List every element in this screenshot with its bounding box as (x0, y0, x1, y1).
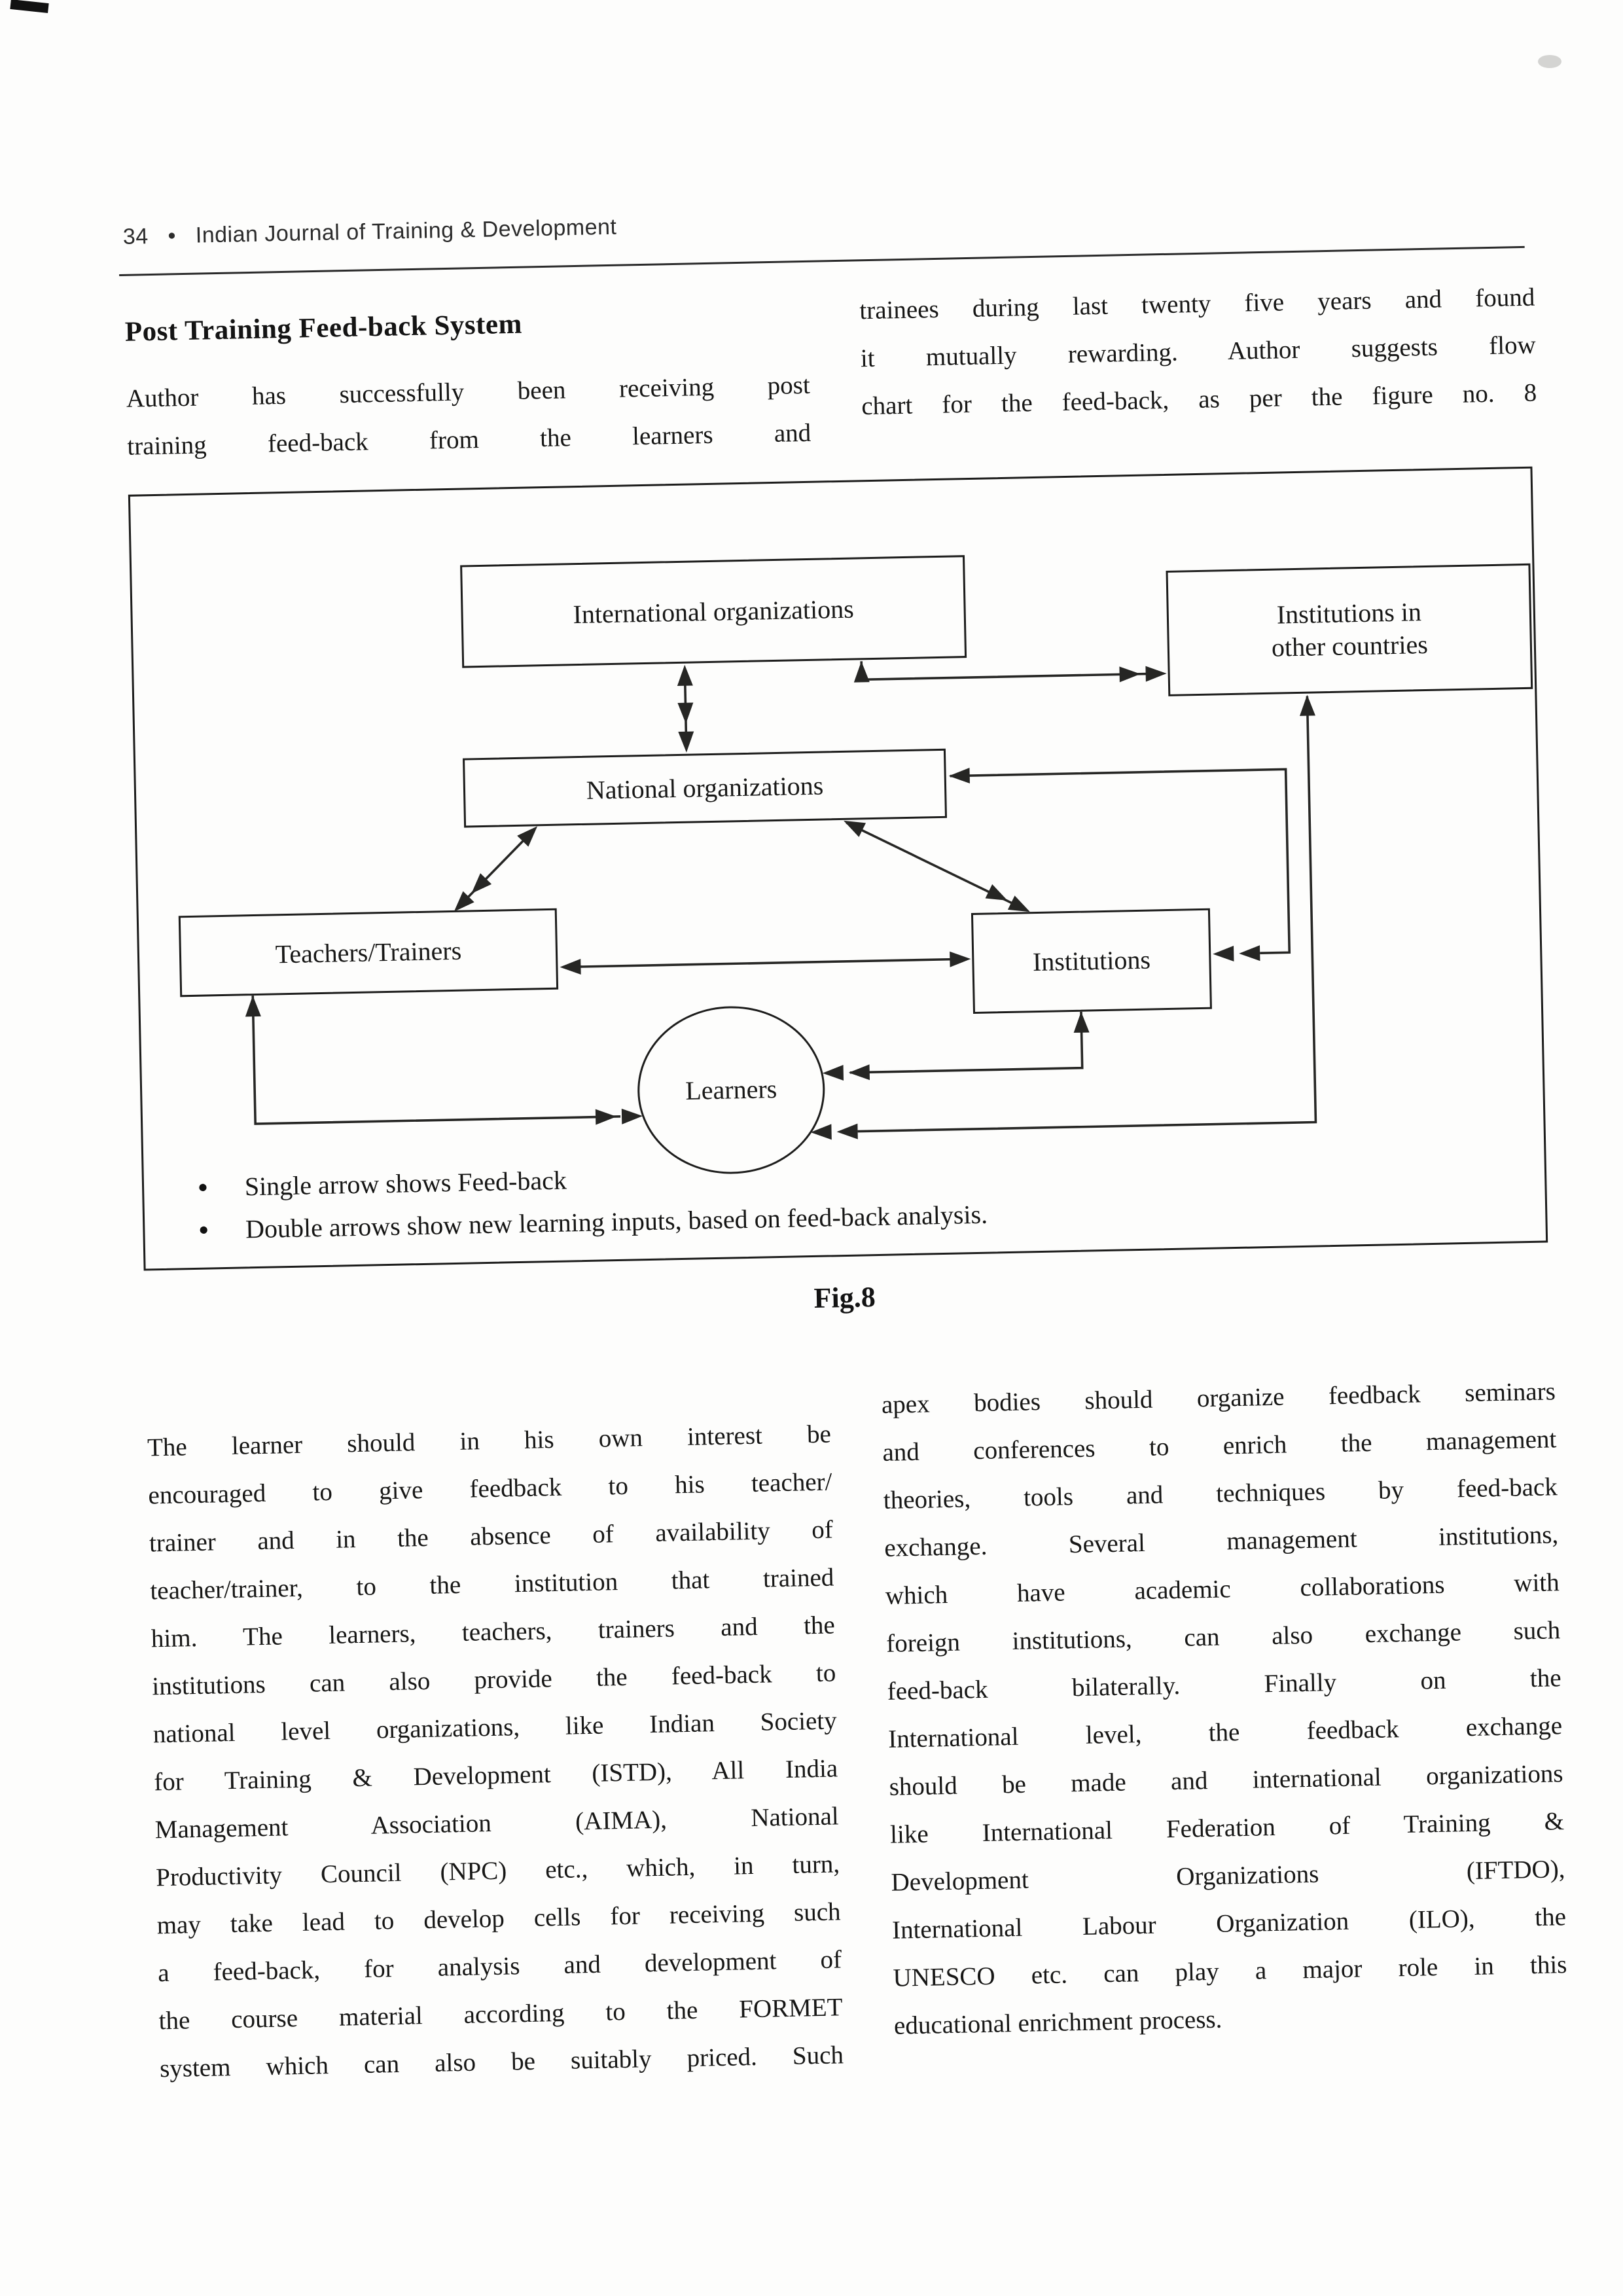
journal-title: Indian Journal of Training & Development (195, 214, 617, 248)
text-line: like International Federation of Training & (889, 1807, 1565, 1849)
section-heading: Post Training Feed-back System (124, 308, 523, 348)
legend-item (198, 1199, 988, 1246)
legend-bullet-icon: ● (198, 1219, 209, 1239)
node-learners: Learners (636, 1005, 827, 1176)
text-line: the course material according to the FORMET (158, 1993, 843, 2036)
text-line: and conferences to enrich the management (882, 1425, 1557, 1467)
node-teachers-trainers: Teachers/Trainers (179, 908, 558, 997)
text-line: which have academic collaborations with (885, 1568, 1560, 1610)
intro-left-column (126, 361, 812, 471)
text-line: chart for the feed-back, as per the figure no. 8 (861, 378, 1537, 421)
text-line: trainees during last twenty five years and found (859, 283, 1535, 325)
text-line: should be made and international organizations (889, 1759, 1563, 1801)
text-line: Development Organizations (IFTDO), (891, 1855, 1565, 1897)
text-line: trainer and in the absence of availability of (149, 1515, 834, 1558)
legend-text: Single arrow shows Feed-back (244, 1165, 567, 1202)
text-line: UNESCO etc. can play a major role in this (893, 1950, 1567, 1992)
text-line: feed-back bilaterally. Finally on the (887, 1664, 1561, 1706)
legend-text: Double arrows show new learning inputs, based on feed-back analysis. (245, 1199, 988, 1244)
text-line: International level, the feedback exchange (887, 1712, 1563, 1753)
binding-marks (1544, 0, 1623, 2296)
body-left-column (147, 1410, 844, 2093)
text-line: apex bodies should organize feedback seminars (881, 1377, 1556, 1419)
text-line: Management Association (AIMA), National (154, 1802, 840, 1844)
figure-caption: Fig.8 (813, 1281, 876, 1314)
text-line: him. The learners, teachers, trainers and the (151, 1611, 836, 1653)
text-line: encouraged to give feedback to his teacher/ (148, 1467, 832, 1510)
header-rule (119, 246, 1525, 276)
body-right-column (881, 1367, 1568, 2049)
text-line: exchange. Several management institutions, (883, 1520, 1559, 1562)
node-label-line: other countries (1271, 629, 1429, 662)
text-line: training feed-back from the learners and (126, 418, 812, 461)
page-number: 34 (122, 224, 149, 249)
node-institutions: Institutions (971, 908, 1212, 1014)
text-line: a feed-back, for analysis and development of (157, 1945, 842, 1988)
scan-corner-artifact (10, 0, 48, 13)
node-institutions-other-countries (1166, 564, 1533, 696)
text-line: Author has successfully been receiving post (126, 370, 811, 413)
text-line: Productivity Council (NPC) etc., which, in turn, (155, 1850, 840, 1892)
text-line: system which can also be suitably priced. Such (159, 2041, 844, 2083)
node-national-organizations: National organizations (463, 749, 947, 828)
node-international-organizations: International organizations (460, 555, 967, 668)
text-line: institutions can also provide the feed-back to (151, 1659, 836, 1701)
figure-legend (198, 1157, 988, 1257)
header-separator-dot: • (168, 223, 177, 249)
text-line: educational enrichment process. (893, 2005, 1222, 2040)
node-label-line: Institutions in (1276, 597, 1422, 630)
running-header (123, 196, 1524, 250)
text-line: International Labour Organization (ILO), the (891, 1903, 1567, 1945)
text-line: teacher/trainer, to the institution that trained (150, 1563, 834, 1605)
text-line: for Training & Development (ISTD), All India (153, 1754, 838, 1797)
text-line: it mutually rewarding. Author suggests flow (860, 331, 1537, 373)
text-line: national level organizations, like Indian Society (152, 1706, 838, 1749)
text-line: theories, tools and techniques by feed-back (883, 1473, 1558, 1515)
intro-right-column (859, 274, 1537, 431)
text-line: The learner should in his own interest be (147, 1420, 832, 1462)
legend-bullet-icon: ● (197, 1177, 209, 1196)
text-line: may take lead to develop cells for receiving such (156, 1897, 841, 1940)
text-line: foreign institutions, can also exchange such (885, 1616, 1561, 1658)
